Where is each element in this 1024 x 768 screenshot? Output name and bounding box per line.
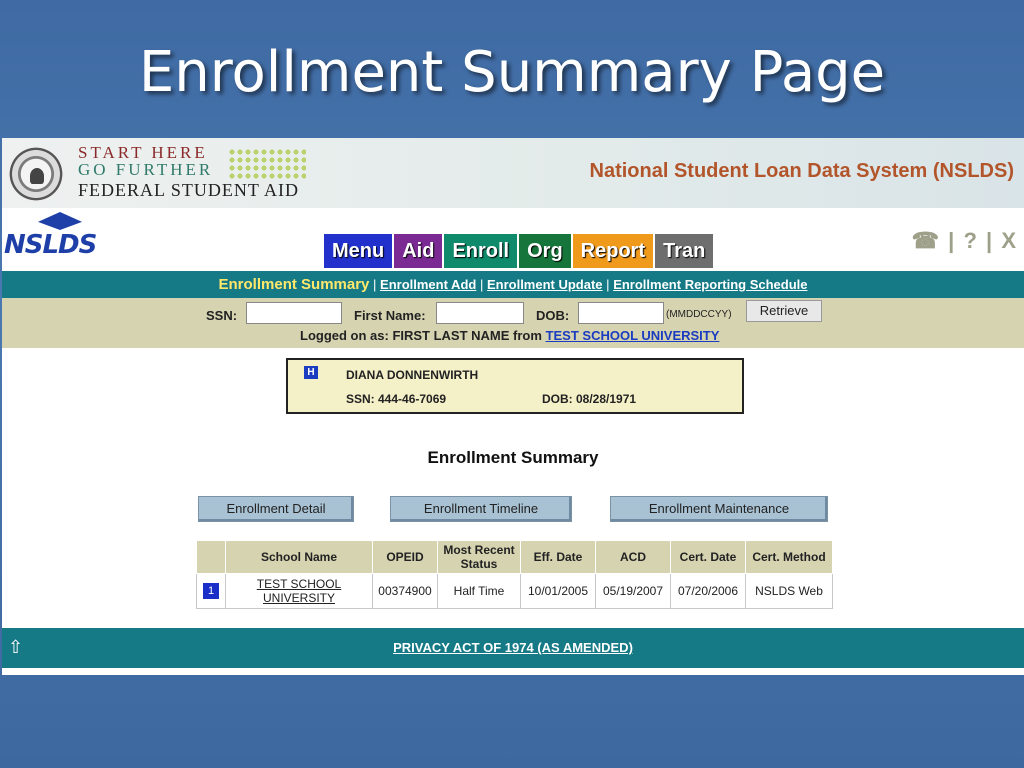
col-header-opeid: OPEID <box>373 541 438 574</box>
student-dob: DOB: 08/28/1971 <box>542 392 637 406</box>
close-icon[interactable]: X <box>1001 228 1016 253</box>
tab-tran[interactable]: Tran <box>655 234 715 268</box>
toolbar <box>2 208 1024 268</box>
row-number-button[interactable]: 1 <box>203 583 219 599</box>
tab-enroll[interactable]: Enroll <box>444 234 519 268</box>
subnav-current: Enrollment Summary <box>218 276 370 293</box>
student-ssn: SSN: 444-46-7069 <box>346 392 447 406</box>
ssn-input[interactable] <box>246 302 342 324</box>
enrollment-table <box>196 540 833 609</box>
enrollment-maintenance-button[interactable]: Enrollment Maintenance <box>610 496 828 522</box>
logged-school-link[interactable]: TEST SCHOOL UNIVERSITY <box>545 328 720 343</box>
graduation-cap-icon <box>38 212 82 230</box>
dob-input[interactable] <box>578 302 664 324</box>
enrollment-subnav <box>2 271 1024 298</box>
school-name-link[interactable]: TEST SCHOOL UNIVERSITY <box>226 574 373 609</box>
search-bar <box>2 298 1024 348</box>
enrollment-timeline-button[interactable]: Enrollment Timeline <box>390 496 572 522</box>
col-header-school: School Name <box>226 541 373 574</box>
slide-title: Enrollment Summary Page <box>138 40 886 105</box>
education-seal-icon <box>8 146 64 202</box>
student-info-box <box>286 358 744 414</box>
table-header-row <box>197 541 833 574</box>
first-name-input[interactable] <box>436 302 524 324</box>
logged-prefix: Logged on as: FIRST LAST NAME from <box>300 328 542 343</box>
cert-method-cell: NSLDS Web <box>746 574 833 609</box>
col-header-eff-date: Eff. Date <box>521 541 596 574</box>
status-cell: Half Time <box>438 574 521 609</box>
first-name-label: First Name: <box>354 308 426 323</box>
subnav-separator: | <box>373 277 377 292</box>
student-name: DIANA DONNENWIRTH <box>346 368 479 382</box>
col-header-num <box>197 541 226 574</box>
tab-org[interactable]: Org <box>519 234 573 268</box>
dob-label: DOB: <box>536 308 570 323</box>
banner-line-3: FEDERAL STUDENT AID <box>78 180 299 200</box>
subnav-enrollment-reporting-schedule[interactable]: Enrollment Reporting Schedule <box>613 277 808 292</box>
col-header-acd: ACD <box>596 541 671 574</box>
opeid-cell: 00374900 <box>373 574 438 609</box>
logged-on-text <box>300 328 719 343</box>
dots-decoration-icon <box>228 148 306 180</box>
utility-icons <box>909 228 1016 254</box>
tab-aid[interactable]: Aid <box>394 234 444 268</box>
main-tabs <box>324 234 715 268</box>
privacy-act-link[interactable]: PRIVACY ACT OF 1974 (AS AMENDED) <box>393 640 633 655</box>
banner-line-1: START HERE <box>78 143 208 162</box>
enrollment-summary-heading: Enrollment Summary <box>427 448 599 467</box>
col-header-status: Most Recent Status <box>438 541 521 574</box>
subnav-separator: | <box>479 277 484 292</box>
col-header-cert-date: Cert. Date <box>671 541 746 574</box>
system-title: National Student Loan Data System (NSLDS) <box>589 160 1014 182</box>
cert-date-cell: 07/20/2006 <box>671 574 746 609</box>
dob-format-hint: (MMDDCCYY) <box>666 309 732 320</box>
row-num-cell <box>197 574 226 609</box>
phone-icon[interactable]: ☎ <box>911 228 940 253</box>
subnav-separator: | <box>606 277 610 292</box>
table-row <box>197 574 833 609</box>
ssn-label: SSN: <box>206 308 238 323</box>
subnav-enrollment-add[interactable]: Enrollment Add <box>380 277 477 292</box>
acd-cell: 05/19/2007 <box>596 574 671 609</box>
scroll-top-icon[interactable]: ⇧ <box>8 637 24 657</box>
nslds-logo[interactable]: NSLDS <box>4 230 97 260</box>
subnav-enrollment-update[interactable]: Enrollment Update <box>486 277 603 292</box>
nslds-screenshot <box>2 138 1024 675</box>
tab-report[interactable]: Report <box>573 234 655 268</box>
student-h-icon: H <box>304 366 318 379</box>
help-icon[interactable]: ? <box>963 228 977 253</box>
eff-date-cell: 10/01/2005 <box>521 574 596 609</box>
footer-bar <box>2 628 1024 668</box>
banner-line-2: GO FURTHER <box>78 160 214 179</box>
col-header-cert-method: Cert. Method <box>746 541 833 574</box>
fsa-banner <box>2 138 1024 208</box>
retrieve-button[interactable]: Retrieve <box>746 300 822 322</box>
tab-menu[interactable]: Menu <box>324 234 394 268</box>
icon-separator: | <box>948 228 955 253</box>
enrollment-detail-button[interactable]: Enrollment Detail <box>198 496 354 522</box>
icon-separator: | <box>986 228 993 253</box>
